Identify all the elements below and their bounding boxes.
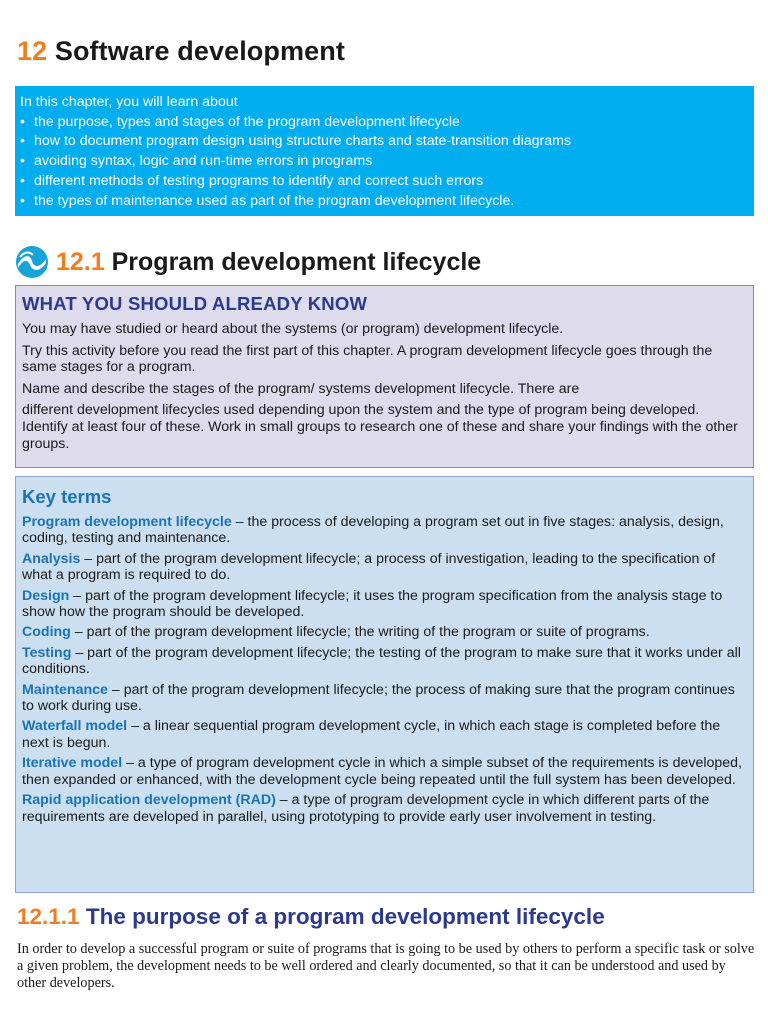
key-term-name: Waterfall model [22, 718, 128, 735]
chapter-number: 12 [17, 36, 48, 66]
section-title [56, 248, 481, 277]
key-term-definition: – part of the program development lifecycle; a process of investigation, leading to the specification of what a program is required to do. [22, 550, 716, 584]
subsection-title [17, 904, 605, 930]
key-term-definition: – part of the program development lifecycle; it uses the program specification from the analysis stage to show how the program should be developed. [22, 587, 723, 621]
intro-item: • different methods of testing programs to identify and correct such errors [20, 172, 754, 192]
key-term-name: Testing [22, 644, 72, 661]
key-term [22, 624, 745, 640]
subsection-number: 12.1.1 [17, 904, 80, 929]
key-term [22, 755, 745, 788]
already-know-box [15, 285, 754, 468]
key-term-definition: – part of the program development lifecycle; the writing of the program or suite of programs. [70, 624, 650, 641]
already-know-paragraph: different development lifecycles used depending upon the system and the type of program being developed. Identify at least four of these. Work in small groups to research one of these and share your findings with the other groups. [22, 402, 738, 452]
key-term-name: Maintenance [22, 681, 108, 698]
section-number: 12.1 [56, 247, 105, 276]
intro-item: • avoiding syntax, logic and run-time errors in programs [20, 152, 754, 172]
key-term [22, 588, 745, 621]
intro-item: • the types of maintenance used as part of the program development lifecycle. [20, 192, 754, 212]
chapter-intro-box [15, 86, 754, 216]
key-terms-box [15, 476, 754, 893]
key-term-name: Coding [22, 624, 71, 641]
key-term-name: Rapid application development (RAD) [22, 792, 276, 809]
section-title-text: Program development lifecycle [111, 247, 482, 276]
chapter-title-text: Software development [54, 36, 345, 66]
intro-list [20, 113, 754, 212]
key-term-definition: – part of the program development lifecycle; the testing of the program to make sure that it works under all conditions. [22, 644, 741, 678]
already-know-heading: WHAT YOU SHOULD ALREADY KNOW [22, 293, 368, 314]
key-term [22, 792, 745, 825]
key-term-name: Design [22, 587, 70, 604]
key-term-definition: – part of the program development lifecycle; the process of making sure that the program continues to work during use. [22, 681, 735, 715]
key-term [22, 514, 745, 547]
already-know-paragraph: Try this activity before you read the first part of this chapter. A program development lifecycle goes through the same stages for a program. [22, 342, 713, 376]
section-logo-icon [15, 245, 49, 279]
key-term-name: Program development lifecycle [22, 514, 232, 530]
subsection-title-text: The purpose of a program development lifecycle [85, 904, 605, 929]
key-term-name: Iterative model [22, 755, 123, 772]
key-term [22, 682, 745, 715]
key-term [22, 718, 745, 751]
body-paragraph: In order to develop a successful program or suite of programs that is going to be used by others to perform a specific task or solve a given problem, the development needs to be well ordered and clearly documented, so that it can be understood and used by other developers. [17, 941, 755, 991]
intro-lead: In this chapter, you will learn about [20, 94, 238, 110]
already-know-paragraph: You may have studied or heard about the systems (or program) development lifecycle. [22, 321, 564, 337]
key-term-definition: – the process of developing a program set out in five stages: analysis, design, coding, testing and maintenance. [22, 514, 724, 547]
chapter-title [17, 36, 345, 67]
key-term-definition: – a type of program development cycle in which a simple subset of the requirements is developed, then expanded or enhanced, with the development cycle being repeated until the full system has been developed. [22, 755, 742, 788]
intro-item: • how to document program design using structure charts and state-transition diagrams [20, 132, 754, 152]
already-know-paragraph: Name and describe the stages of the program/ systems development lifecycle. There are [22, 380, 580, 397]
key-term [22, 551, 745, 584]
intro-item: • the purpose, types and stages of the program development lifecycle [20, 113, 754, 133]
section-heading [15, 244, 481, 280]
key-term-definition: – a type of program development cycle in which different parts of the requirements are developed in parallel, using prototyping to provide early user involvement in testing. [22, 792, 710, 825]
key-term-definition: – a linear sequential program development cycle, in which each stage is completed before the next is begun. [22, 718, 721, 751]
key-term-name: Analysis [22, 550, 81, 567]
key-terms-heading: Key terms [22, 486, 112, 507]
key-term [22, 645, 745, 678]
